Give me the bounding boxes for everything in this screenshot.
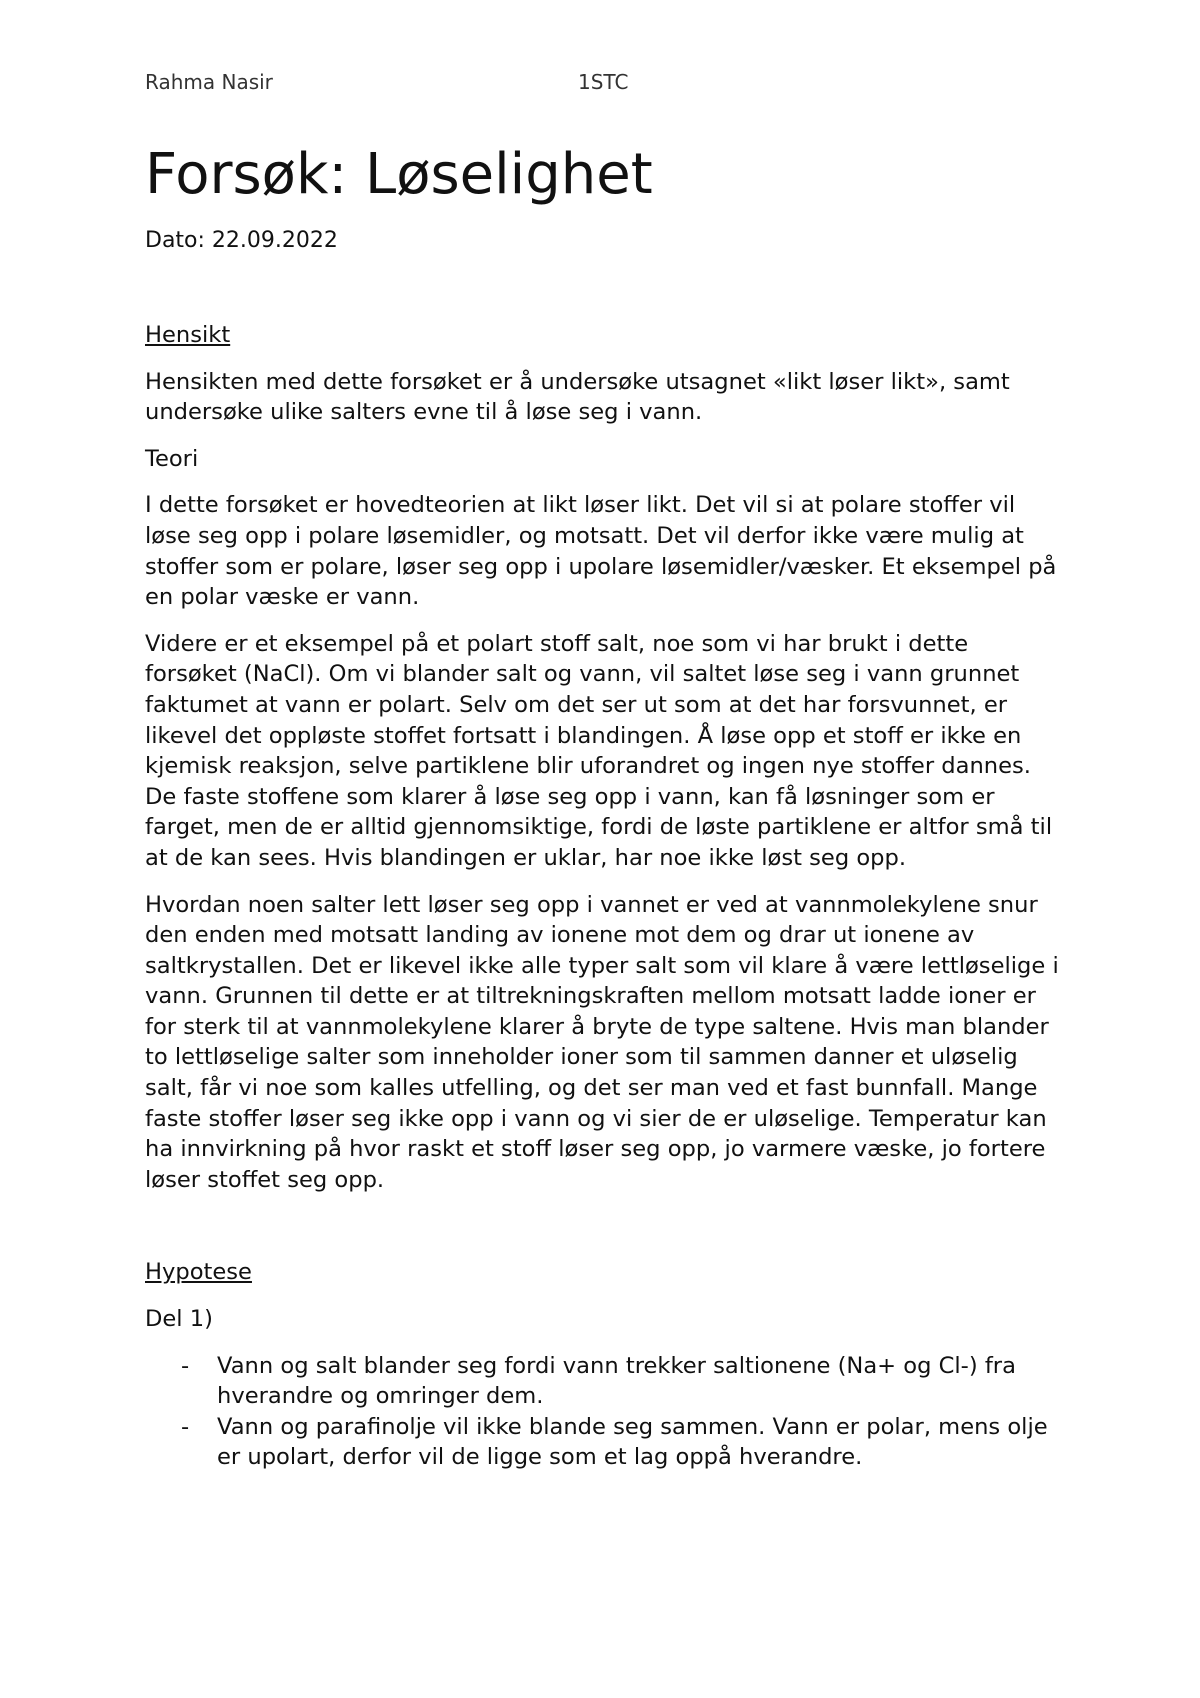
bullet-dash: - (181, 1352, 190, 1379)
list-item (145, 1351, 1065, 1412)
teori-paragraph: Hvordan noen salter lett løser seg opp i vannet er ved at vannmolekylene snur den enden med motsatt landing av ionene mot dem og drar ut ionene av saltkrystallen. Det er likevel ikke alle typer salt som vil klare å være lettløselige i vann. Grunnen til dette er at tiltrekningskraften mellom motsatt ladde ioner er for sterk til at vannmolekylene klarer å bryte de type saltene. Hvis man blander to lettløselige salter som inneholder ioner som til sammen danner et uløselig salt, får vi noe som kalles utfelling, og det ser man ved et fast bunnfall. Mange faste stoffer løser seg ikke opp i vann og vi sier de er uløselige. Temperatur kan ha innvirkning på hvor raskt et stoff løser seg opp, jo varmere væske, jo fortere løser stoffet seg opp. (145, 891, 1059, 1193)
document-title: Forsøk: Løselighet (145, 142, 653, 207)
hensikt-paragraph: Hensikten med dette forsøket er å undersøke utsagnet «likt løser likt», samt undersøke ulike salters evne til å løse seg i vann. (145, 368, 1010, 426)
author-name: Rahma Nasir (145, 70, 273, 94)
list-item-text: Vann og salt blander seg fordi vann trekker saltionene (Na+ og Cl-) fra hverandre og omringer dem. (217, 1352, 1016, 1410)
hypotese-list (145, 1351, 1065, 1473)
list-item-text: Vann og parafinolje vil ikke blande seg sammen. Vann er polar, mens olje er upolart, derfor vil de ligge som et lag oppå hverandre. (217, 1413, 1048, 1471)
section-heading-teori: Teori (145, 445, 199, 472)
list-item (145, 1412, 1065, 1473)
class-label: 1STC (578, 70, 629, 94)
teori-paragraph: Videre er et eksempel på et polart stoff salt, noe som vi har brukt i dette forsøket (NaCl). Om vi blander salt og vann, vil saltet løse seg i vann grunnet faktumet at vann er polart. Selv om det ser ut som at det har forsvunnet, er likevel det oppløste stoffet fortsatt i blandingen. Å løse opp et stoff er ikke en kjemisk reaksjon, selve partiklene blir uforandret og ingen nye stoffer dannes. De faste stoffene som klarer å løse seg opp i vann, kan få løsninger som er farget, men de er alltid gjennomsiktige, fordi de løste partiklene er altfor små til at de kan sees. Hvis blandingen er uklar, har noe ikke løst seg opp. (145, 630, 1053, 871)
section-heading-hensikt: Hensikt (145, 322, 231, 348)
document-body (145, 320, 1065, 1473)
spacer (145, 1211, 1065, 1257)
bullet-dash: - (181, 1413, 190, 1440)
document-date: Dato: 22.09.2022 (145, 228, 338, 253)
section-heading-hypotese: Hypotese (145, 1259, 252, 1286)
hypotese-part-label: Del 1) (145, 1306, 213, 1333)
teori-paragraph: I dette forsøket er hovedteorien at likt løser likt. Det vil si at polare stoffer vil løse seg opp i polare løsemidler, og motsatt. Det vil derfor ikke være mulig at stoffer som er polare, løser seg opp i upolare løsemidler/væsker. Et eksempel på en polar væske er vann. (145, 492, 1057, 611)
